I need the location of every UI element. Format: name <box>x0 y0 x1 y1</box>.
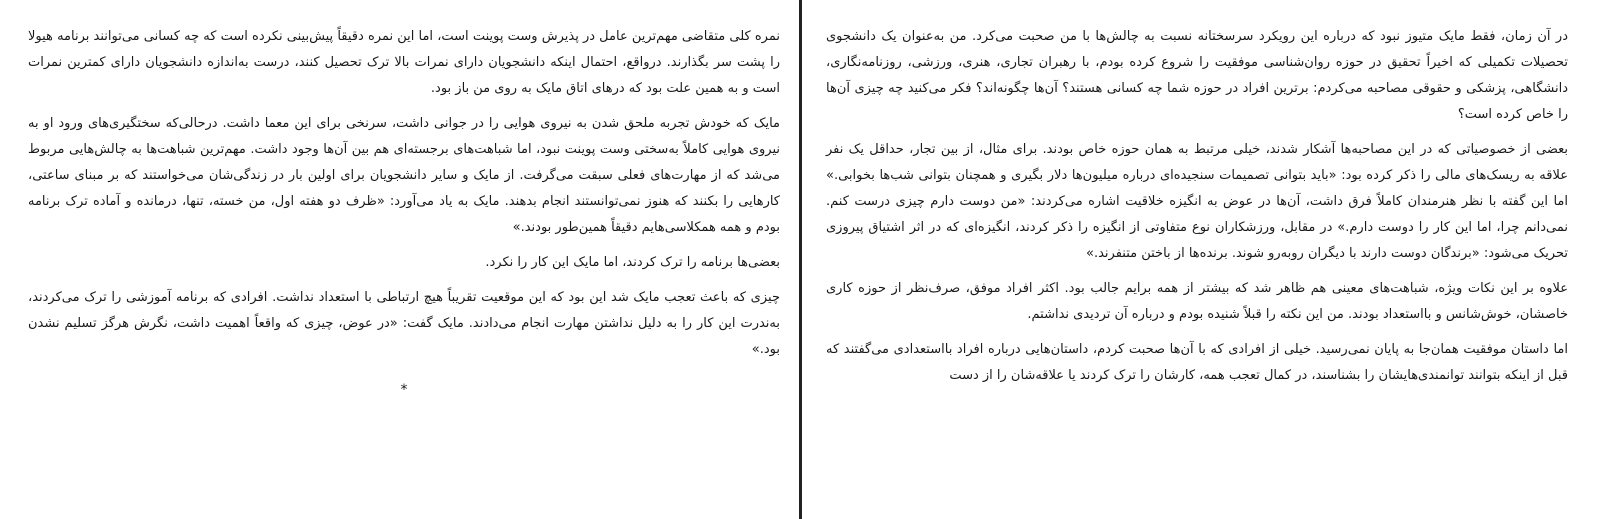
right-paragraph-4: اما داستان موفقیت همان‌جا به پایان نمی‌رسید. خیلی از افرادی که با آن‌ها صحبت کردم، داستان‌هایی درباره افراد بااستعدادی می‌گفتند که قبل از اینکه بتوانند توانمندی‌هایشان را بشناسند، در کمال تعجب همه، کارشان را ترک کردند یا علاقه‌شان را از دست <box>826 342 1568 383</box>
right-paragraph-1: در آن زمان، فقط مایک متیوز نبود که درباره این رویکرد سرسختانه نسبت به چالش‌ها با من صحبت می‌کرد. من به‌عنوان یک دانشجوی تحصیلات تکمیلی که اخیراً تحقیق در حوزه روان‌شناسی موفقیت را شروع کرده بودم، با رهبران تجاری، هنری، ورزشی، روزنامه‌نگاری، دانشگاهی، پزشکی و حقوقی مصاحبه می‌کردم: برترین افراد در حوزه شما چه کسانی هستند؟ آن‌ها چگونه‌اند؟ فکر می‌کنید چه چیزی آن‌ها را خاص کرده است؟ <box>826 29 1568 122</box>
section-separator: * <box>400 382 408 398</box>
left-paragraph-4: چیزی که باعث تعجب مایک شد این بود که این موقعیت تقریباً هیچ ارتباطی با استعداد نداشت. افرادی که برنامه آموزشی را ترک می‌کردند، به‌ندرت این کار را به دلیل نداشتن مهارت انجام می‌دادند. مایک گفت: «در عوض، چیزی که واقعاً اهمیت داشت، نگرش هرگز تسلیم نشدن بود.» <box>28 290 780 357</box>
right-page <box>802 0 1600 519</box>
right-paragraph-2: بعضی از خصوصیاتی که در این مصاحبه‌ها آشکار شدند، خیلی مرتبط به همان حوزه خاص بودند. برای مثال، از بین تجار، حداقل یک نفر علاقه به ریسک‌های مالی را ذکر کرده بود: «باید بتوانی تصمیمات سنجیده‌ای درباره میلیون‌ها دلار بگیری و همچنان بتوانی شب‌ها بخوابی.» اما این گفته با نظر هنرمندان کاملاً فرق داشت، آن‌ها در عوض به انگیزه خلاقیت اشاره می‌کردند: «من دوست دارم چیزی درست کنم. نمی‌دانم چرا، اما این کار را دوست دارم.» در مقابل، ورزشکاران نوع متفاوتی از انگیزه را ذکر کردند، انگیزه‌ای که در اثر اشتیاق پیروزی تحریک می‌شود: «برندگان دوست دارند با دیگران روبه‌رو شوند. برنده‌ها از باختن متنفرند.» <box>826 142 1568 261</box>
left-paragraph-3: بعضی‌ها برنامه را ترک کردند، اما مایک این کار را نکرد. <box>485 255 780 270</box>
left-paragraph-2: مایک که خودش تجربه ملحق شدن به نیروی هوایی را در جوانی داشت، سرنخی برای این معما داشت. درحالی‌که سختگیری‌های ورود او به نیروی هوایی کاملاً به‌سختی وست پوینت نبود، اما شباهت‌های برجسته‌ای هم بین آن‌ها وجود داشت. مهم‌ترین شباهت‌ها به چالش‌هایی مربوط می‌شد که از مهارت‌های فعلی سبقت می‌گرفت. از مایک و سایر دانشجویان برای اولین بار در زندگی‌شان می‌خواستند که بر مبنای ساعتی، کارهایی را بکنند که هنوز نمی‌توانستند انجام بدهند. مایک به یاد می‌آورد: «ظرف دو هفته اول، من خسته، تنها، درمانده و آماده ترک برنامه بودم و همه همکلاسی‌هایم دقیقاً همین‌طور بودند.» <box>28 116 780 235</box>
right-paragraph-3: علاوه بر این نکات ویژه، شباهت‌های معینی هم ظاهر شد که بیشتر از همه برایم جالب بود. اکثر افراد موفق، صرف‌نظر از حوزه کاری خاصشان، خوش‌شانس و بااستعداد بودند. من این نکته را قبلاً شنیده بودم و درباره آن تردیدی نداشتم. <box>826 281 1568 322</box>
left-paragraph-1: نمره کلی متقاضی مهم‌ترین عامل در پذیرش وست پوینت است، اما این نمره دقیقاً پیش‌بینی نکرده است که چه کسانی می‌توانند برنامه هیولا را پشت سر بگذارند. درواقع، احتمال اینکه دانشجویان دارای نمرات بالا ترک تحصیل کنند، درست به‌اندازه دانشجویان دارای کمترین نمرات است و به همین علت بود که درهای اتاق مایک به روی من باز بود. <box>28 29 780 96</box>
